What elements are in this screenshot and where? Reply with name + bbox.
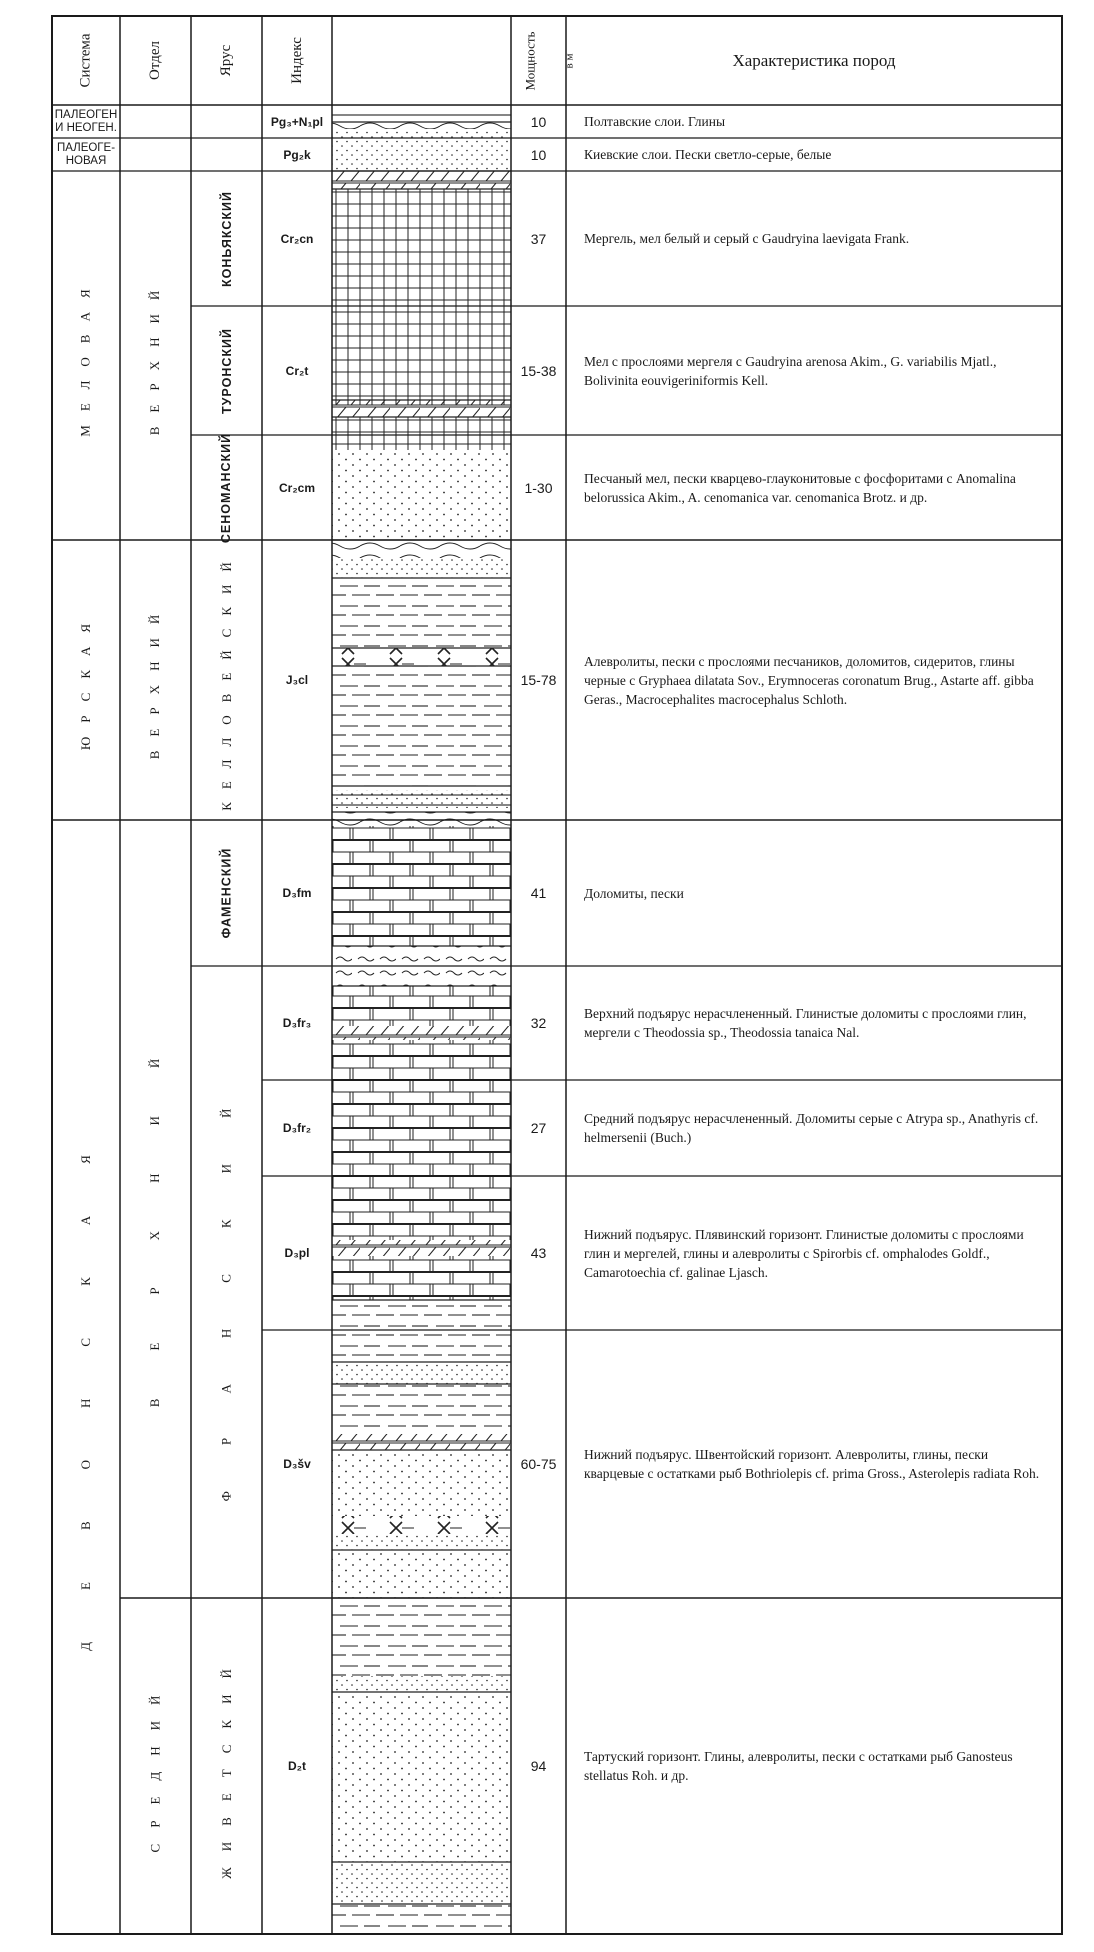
description-row-5: Песчаный мел, пески кварцево-глауконитовые с фосфоритами с Anomalina belorussica Akim., A. cenomanica var. cenomanica Brotz. и др. bbox=[584, 470, 1016, 505]
index-row-2: Pg₂k bbox=[283, 147, 311, 162]
thickness-row-1: 10 bbox=[530, 113, 547, 130]
system-devonian: ДЕВОНСКАЯ bbox=[78, 1103, 94, 1651]
thickness-row-10: 43 bbox=[530, 1245, 547, 1261]
description-row-4: Мел с прослоями мергеля с Gaudryina arenosa Akim., G. variabilis Mjatl., Bolivinita eouvigeriniformis Kell. bbox=[584, 353, 997, 388]
thickness-row-2: 10 bbox=[530, 146, 547, 163]
system-paleogene-neogene: ПАЛЕОГЕН И НЕОГЕН. bbox=[54, 108, 118, 134]
thickness-row-5: 1-30 bbox=[524, 479, 553, 496]
index-row-7: D₃fm bbox=[282, 886, 312, 900]
system-jurassic: ЮРСКАЯ bbox=[78, 609, 93, 751]
header-index: Индекс bbox=[288, 37, 305, 84]
description-row-12: Тартуский горизонт. Глины, алевролиты, пески с остатками рыб Ganosteus stellatus Roh. и др. bbox=[584, 1749, 1013, 1783]
description-row-8: Верхний подъярус нерасчлененный. Глинистые доломиты с прослоями глин, мергели с Theodossia sp., Theodossia tanaica Nal. bbox=[584, 1006, 1027, 1040]
index-row-12: D₂t bbox=[288, 1759, 306, 1773]
thickness-row-8: 32 bbox=[530, 1015, 547, 1031]
index-row-6: J₃cl bbox=[285, 673, 309, 687]
index-row-5: Cr₂cm bbox=[278, 480, 315, 495]
department-devonian-upper: ВЕРХНИЙ bbox=[147, 1010, 163, 1408]
description-row-1: Полтавские слои. Глины bbox=[584, 114, 726, 129]
thickness-row-3: 37 bbox=[530, 230, 547, 247]
stage-frasnian: ФРАНСКИЙ bbox=[218, 1062, 234, 1502]
department-jurassic-upper: ВЕРХНИЙ bbox=[147, 600, 163, 760]
index-row-3: Cr₂cn bbox=[280, 231, 314, 246]
thickness-row-9: 27 bbox=[530, 1120, 547, 1136]
thickness-row-4: 15-38 bbox=[520, 362, 557, 379]
index-row-11: D₃šv bbox=[283, 1457, 311, 1471]
stage-famennian: ФАМЕНСКИЙ bbox=[219, 847, 234, 939]
header-stage: Ярус bbox=[218, 44, 234, 77]
system-paleogene: ПАЛЕОГЕ- НОВАЯ bbox=[56, 141, 116, 167]
stage-givetian: ЖИВЕТСКИЙ bbox=[218, 1653, 234, 1879]
department-cretaceous-upper: ВЕРХНИЙ bbox=[147, 276, 163, 435]
stage-callovian: КЕЛЛОВЕЙСКИЙ bbox=[218, 549, 234, 811]
header-description: Характеристика пород bbox=[732, 50, 896, 70]
thickness-row-6: 15-78 bbox=[520, 672, 557, 688]
lithology-column bbox=[332, 105, 511, 1934]
description-row-6: Алевролиты, пески с прослоями песчаников, доломитов, сидеритов, глины черные с Gryphaea dilatata Sov., Erymnoceras coronatum Brug., Astarte aff. gibba Geras., Macrocephalites macrocephalus Schloth. bbox=[584, 653, 1034, 707]
header-department: Отдел bbox=[147, 41, 163, 80]
description-row-11: Нижний подъярус. Швентойский горизонт. Алевролиты, глины, пески кварцевые с остатками рыб Bothriolepis cf. prima Gross., Asterolepis radiata Roh. bbox=[584, 1447, 1040, 1481]
thickness-row-12: 94 bbox=[530, 1758, 547, 1774]
stage-cenomanian: СЕНОМАНСКИЙ bbox=[219, 432, 234, 543]
description-row-2: Киевские слои. Пески светло-серые, белые bbox=[584, 147, 832, 162]
stage-turonian: ТУРОНСКИЙ bbox=[219, 327, 234, 414]
thickness-row-7: 41 bbox=[530, 885, 547, 901]
index-row-1: Pg₃+N₁pl bbox=[270, 114, 324, 129]
index-row-10: D₃pl bbox=[284, 1246, 310, 1260]
description-row-10: Нижний подъярус. Плявинский горизонт. Глинистые доломиты с прослоями глин и мергелей, глины и алевролиты с Spirorbis cf. omphalodes Goldf., Camarotoechia cf. galinae Ljasch. bbox=[584, 1226, 1024, 1280]
description-row-7: Доломиты, пески bbox=[584, 885, 684, 901]
header-system: Система bbox=[77, 33, 94, 88]
index-row-8: D₃fr₃ bbox=[282, 1016, 312, 1030]
thickness-row-11: 60-75 bbox=[520, 1456, 557, 1472]
stage-coniacian: КОНЬЯКСКИЙ bbox=[219, 190, 234, 287]
header-thickness: Мощность в м bbox=[522, 31, 575, 90]
index-row-9: D₃fr₂ bbox=[282, 1121, 312, 1135]
department-devonian-middle: СРЕДНИЙ bbox=[147, 1679, 163, 1853]
index-row-4: Cr₂t bbox=[285, 363, 309, 378]
system-cretaceous: МЕЛОВАЯ bbox=[78, 274, 94, 437]
description-row-3: Мергель, мел белый и серый с Gaudryina laevigata Frank. bbox=[584, 231, 910, 246]
description-row-9: Средний подъярус нерасчлененный. Доломиты серые с Atrypa sp., Anathyris cf. helmersenii (Buch.) bbox=[584, 1111, 1039, 1145]
